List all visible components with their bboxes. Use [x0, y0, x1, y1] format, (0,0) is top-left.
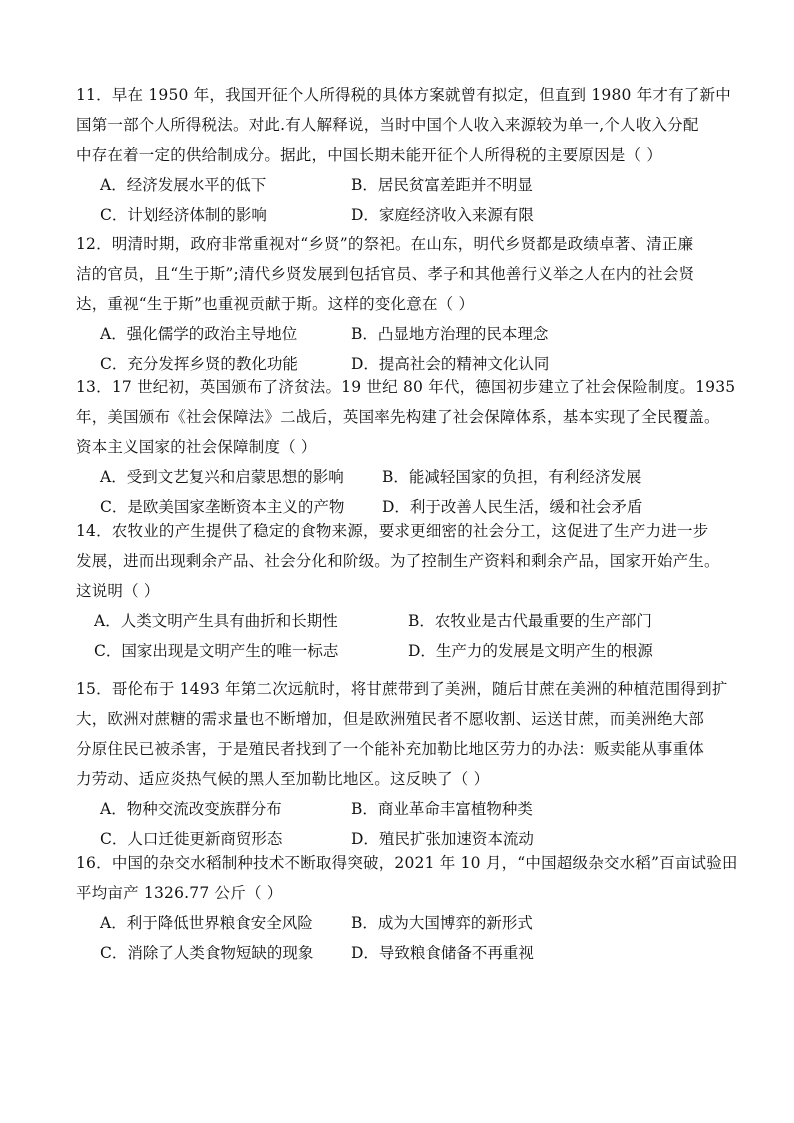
- option-b[interactable]: B．农牧业是古代最重要的生产部门: [408, 612, 652, 630]
- question-text-line: 洁的官员，且“生于斯”;清代乡贤发展到包括官员、孝子和其他善行义举之人在内的社会贤: [76, 265, 695, 283]
- question-text-line: 分原住民已被杀害，于是殖民者找到了一个能补充加勒比地区劳力的办法：贩卖能从事重体: [76, 740, 705, 758]
- question-text-line: 12．明清时期，政府非常重视对“乡贤”的祭祀。在山东，明代乡贤都是政绩卓著、清正廉: [76, 235, 694, 253]
- option-d[interactable]: D．提高社会的精神文化认同: [351, 355, 550, 373]
- option-c[interactable]: C．人口迁徙更新商贸形态: [100, 830, 283, 848]
- option-b[interactable]: B．商业革命丰富植物种类: [351, 800, 533, 818]
- option-a[interactable]: A．物种交流改变族群分布: [100, 800, 282, 818]
- option-c[interactable]: C．是欧美国家垄断资本主义的产物: [100, 498, 345, 516]
- option-c[interactable]: C．消除了人类食物短缺的现象: [100, 944, 314, 962]
- option-a[interactable]: A．利于降低世界粮食安全风险: [100, 914, 313, 932]
- option-a[interactable]: A．强化儒学的政治主导地位: [100, 325, 298, 343]
- option-a[interactable]: A．受到文艺复兴和启蒙思想的影响: [100, 468, 344, 486]
- question-text-line: 13．17 世纪初，英国颁布了济贫法。19 世纪 80 年代，德国初步建立了社会保险制度。1935: [76, 378, 736, 396]
- option-row: [76, 606, 736, 636]
- question-text-line: 这说明（ ）: [76, 582, 160, 600]
- question-text-line: 14．农牧业的产生提供了稳定的食物来源，要求更细密的社会分工，这促进了生产力进一步: [76, 522, 709, 540]
- question-text-line: 平均亩产 1326.77 公斤（ ）: [76, 884, 283, 902]
- option-b[interactable]: B．凸显地方治理的民本理念: [351, 325, 549, 343]
- option-d[interactable]: D．利于改善人民生活，缓和社会矛盾: [382, 498, 643, 516]
- option-a[interactable]: A．人类文明产生具有曲折和长期性: [94, 612, 338, 630]
- option-b[interactable]: B．居民贫富差距并不明显: [351, 176, 533, 194]
- option-b[interactable]: B．能减轻国家的负担，有利经济发展: [382, 468, 642, 486]
- option-d[interactable]: D．殖民扩张加速资本流动: [351, 830, 534, 848]
- option-d[interactable]: D．生产力的发展是文明产生的根源: [408, 642, 653, 660]
- option-c[interactable]: C．充分发挥乡贤的教化功能: [100, 355, 298, 373]
- option-c[interactable]: C．计划经济体制的影响: [100, 206, 267, 224]
- option-row: [76, 636, 736, 666]
- question-15: [76, 674, 736, 854]
- option-row: [76, 794, 736, 824]
- question-14: [76, 516, 736, 666]
- option-row: [76, 200, 736, 230]
- question-text-line: 发展，进而出现剩余产品、社会分化和阶级。为了控制生产资料和剩余产品，国家开始产生。: [76, 552, 720, 570]
- question-12: [76, 229, 736, 379]
- option-row: [76, 319, 736, 349]
- option-row: [76, 938, 736, 968]
- option-a[interactable]: A．经济发展水平的低下: [100, 176, 267, 194]
- question-11: [76, 80, 736, 230]
- question-text-line: 力劳动、适应炎热气候的黑人至加勒比地区。这反映了（ ）: [76, 770, 490, 788]
- question-text-line: 11．早在 1950 年，我国开征个人所得税的具体方案就曾有拟定，但直到 1980 年才有了新中: [76, 86, 731, 104]
- option-row: [76, 170, 736, 200]
- option-row: [76, 462, 736, 492]
- question-16: [76, 848, 736, 968]
- question-text-line: 年，美国颁布《社会保障法》二战后，英国率先构建了社会保障体系，基本实现了全民覆盖。: [76, 408, 720, 426]
- question-text-line: 国第一部个人所得税法。对此.有人解释说，当时中国个人收入来源较为单一,个人收入分配: [76, 116, 699, 134]
- question-text-line: 大，欧洲对蔗糖的需求量也不断增加，但是欧洲殖民者不愿收割、运送甘蔗，而美洲绝大部: [76, 710, 705, 728]
- question-text-line: 资本主义国家的社会保障制度（ ）: [76, 438, 317, 456]
- question-text-line: 16．中国的杂交水稻制种技术不断取得突破，2021 年 10 月，“中国超级杂交水稻”百亩试验田: [76, 854, 738, 872]
- option-c[interactable]: C．国家出现是文明产生的唯一标志: [94, 642, 339, 660]
- option-d[interactable]: D．导致粮食储备不再重视: [351, 944, 534, 962]
- option-d[interactable]: D．家庭经济收入来源有限: [351, 206, 534, 224]
- question-13: [76, 372, 736, 522]
- question-text-line: 15．哥伦布于 1493 年第二次远航时，将甘蔗带到了美洲，随后甘蔗在美洲的种植范围得到扩: [76, 680, 728, 698]
- option-row: [76, 908, 736, 938]
- question-text-line: 达，重视“生于斯”也重视贡献于斯。这样的变化意在（ ）: [76, 295, 475, 313]
- option-b[interactable]: B．成为大国博弈的新形式: [351, 914, 533, 932]
- question-text-line: 中存在着一定的供给制成分。据此，中国长期未能开征个人所得税的主要原因是（ ）: [76, 146, 663, 164]
